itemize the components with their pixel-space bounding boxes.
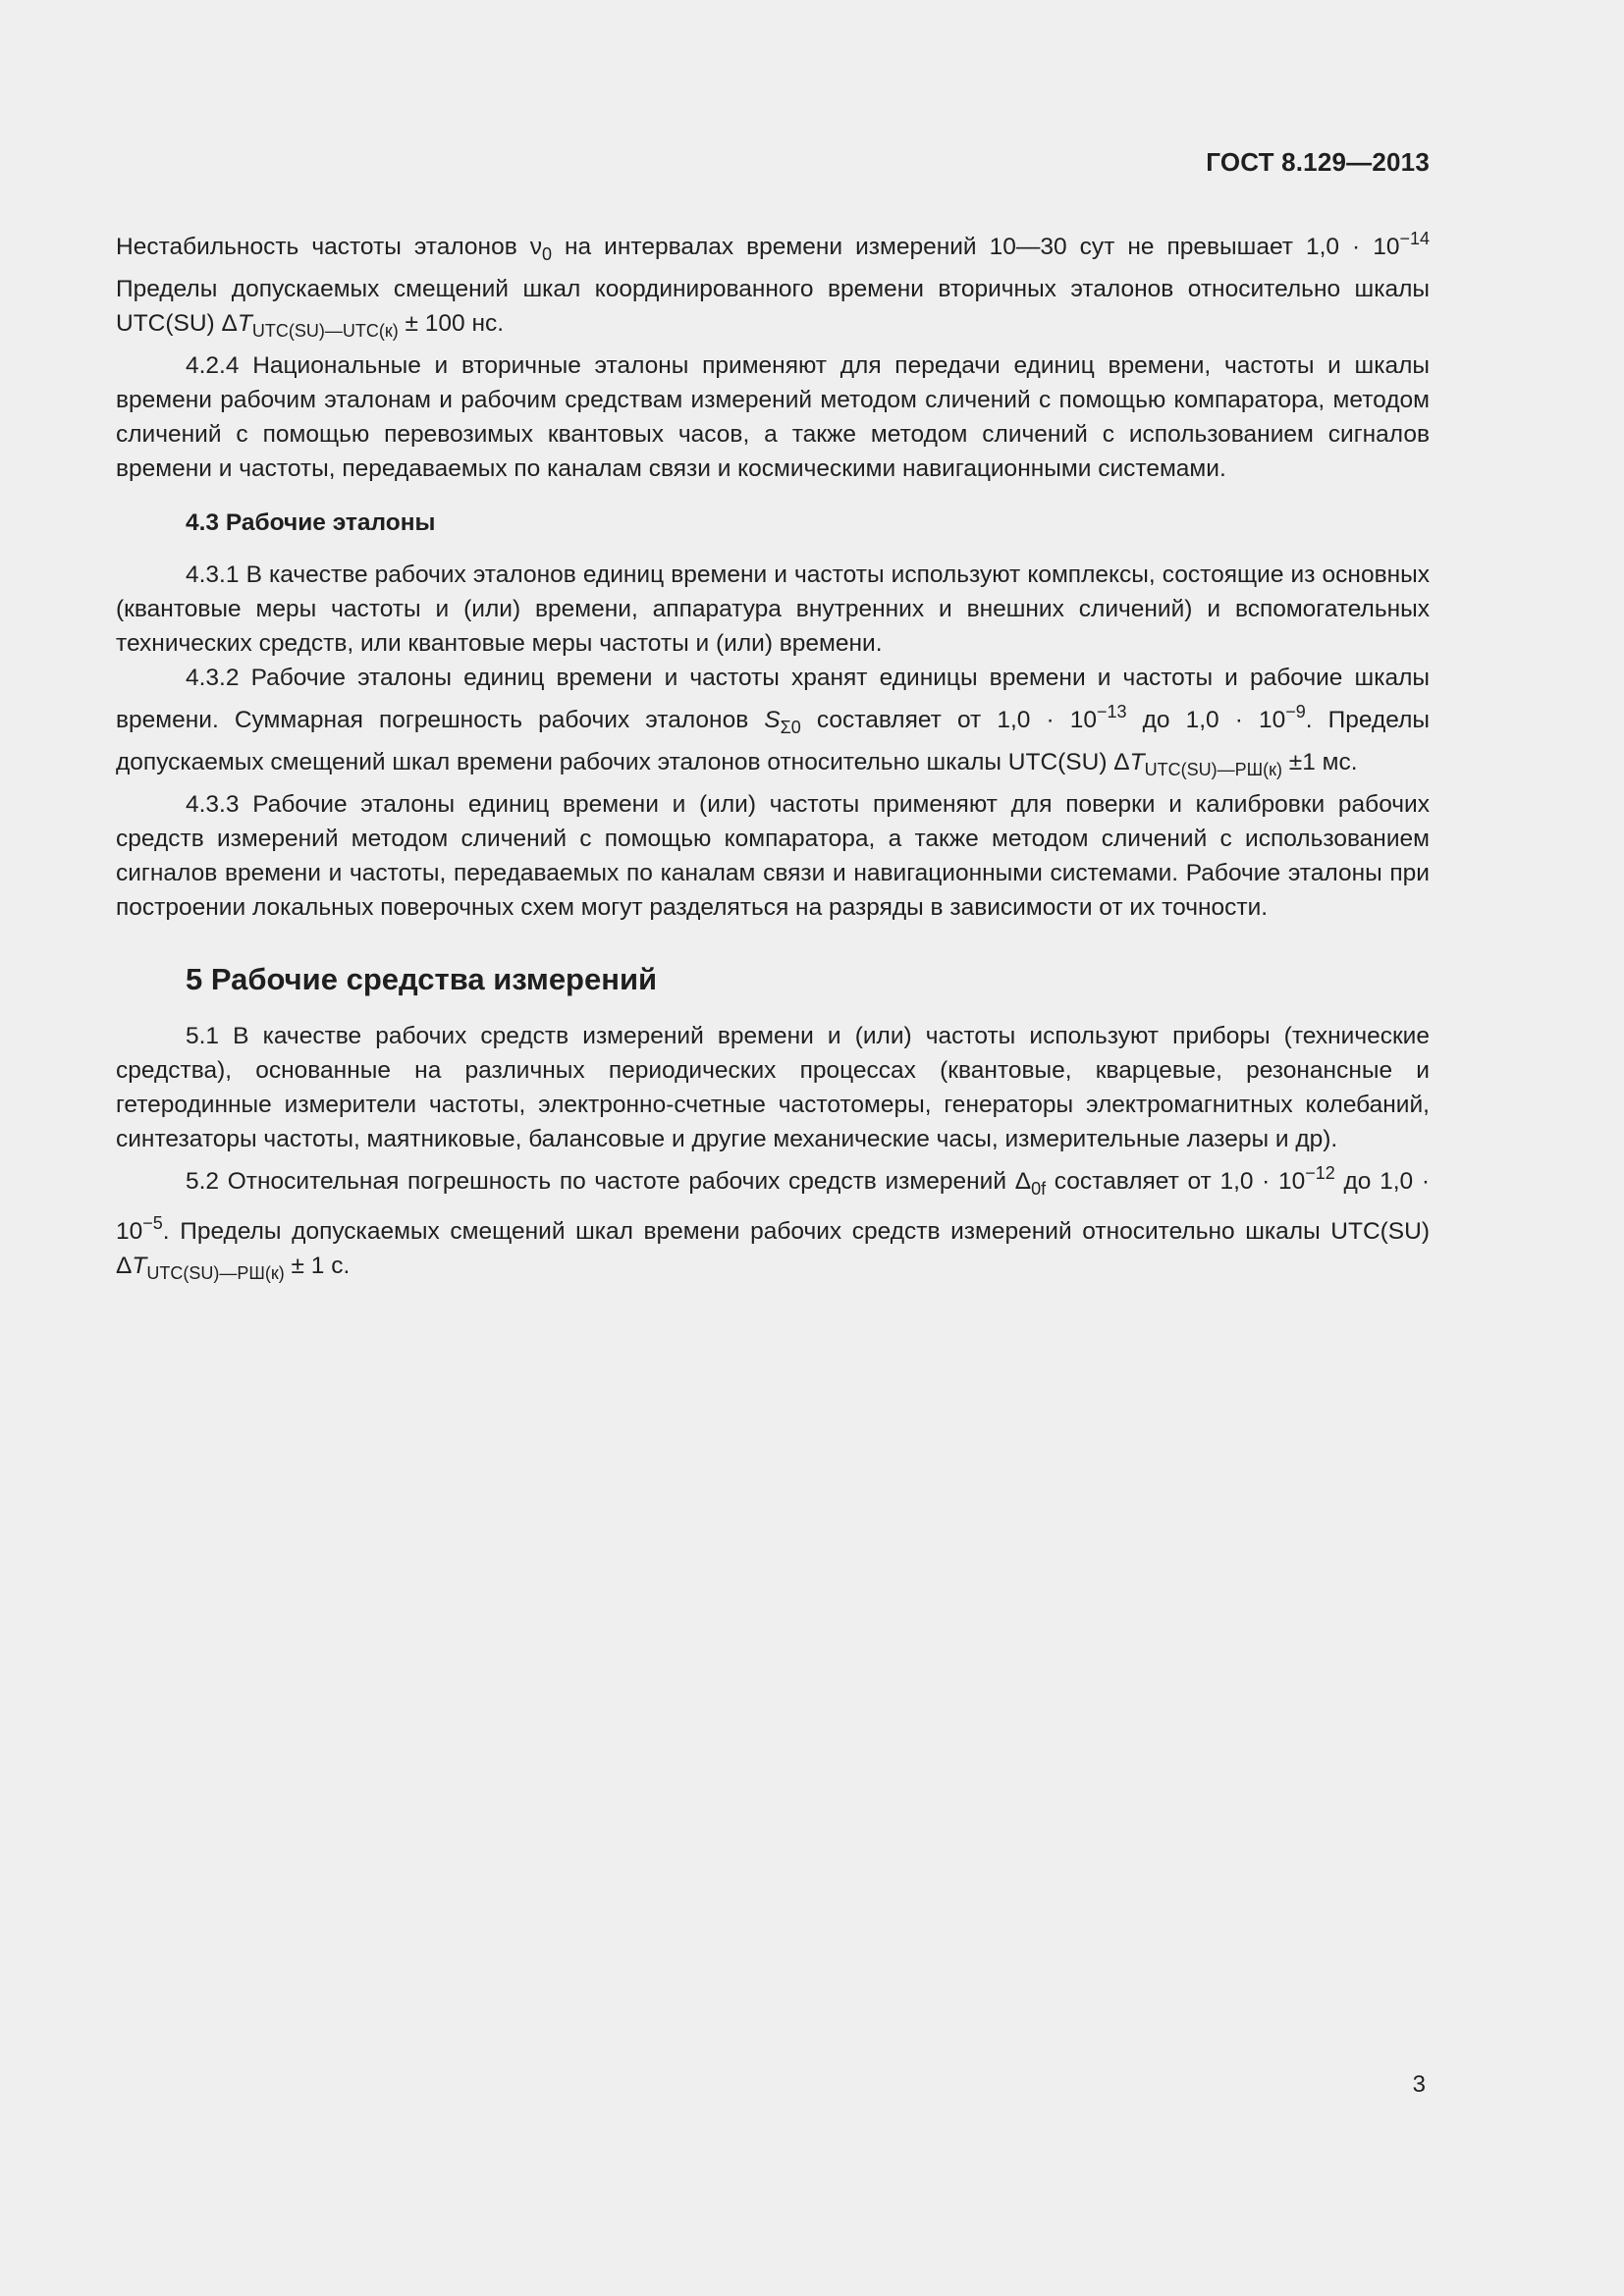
- superscript: −5: [142, 1213, 163, 1233]
- text-run: ± 1 с.: [284, 1253, 351, 1279]
- subscript: UTC(SU)—РШ(к): [146, 1263, 285, 1283]
- superscript: −14: [1399, 229, 1431, 248]
- superscript: −9: [1285, 702, 1306, 721]
- section-5-heading: 5 Рабочие средства измерений: [186, 962, 658, 996]
- page-number: 3: [1412, 2071, 1426, 2098]
- paragraph-4-2-4: 4.2.4 Национальные и вторичные эталоны применяют для передачи единиц времени, частоты и шкалы времени рабочим эталонам и рабочим средствам измерений методом сличений с помощью компаратора, методом сличений с помощью перевозимых квантовых часов, а также методом сличений с использованием сигналов времени и частоты, передаваемых по каналам связи и космическими навигационными системами.: [116, 352, 1430, 482]
- text-run: Нестабильность частоты эталонов: [116, 234, 530, 260]
- t-symbol: T: [1129, 749, 1145, 775]
- superscript: −13: [1096, 702, 1127, 721]
- paragraph-5-2: [116, 1156, 1430, 1291]
- text-run: до 1,0 · 10: [1126, 707, 1286, 733]
- text-run: до 1,0 · 10: [116, 1168, 1430, 1245]
- text-run: на интервалах времени измерений 10—30 сут не превышает 1,0 · 10: [552, 234, 1400, 260]
- paragraph-5-1: 5.1 В качестве рабочих средств измерений времени и (или) частоты используют приборы (технические средства), основанные на различных периодических процессах (квантовые, кварцевые, резонансные и гетеродинные измерители частоты, электронно-счетные частотомеры, генераторы электромагнитных колебаний, синтезаторы частоты, маятниковые, балансовые и другие механические часы, измерительные лазеры и др).: [116, 1023, 1430, 1152]
- subscript: UTC(SU)—РШ(к): [1144, 760, 1282, 779]
- text-run: ± 100 нс.: [398, 310, 505, 337]
- paragraph-stability: [116, 222, 1430, 348]
- nu-symbol: ν: [529, 234, 542, 260]
- s-symbol: S: [764, 707, 781, 733]
- superscript: −12: [1305, 1163, 1335, 1183]
- text-run: 5.2 Относительная погрешность по частоте рабочих средств измерений Δ: [186, 1168, 1032, 1195]
- subscript: Σ0: [780, 718, 801, 737]
- document-code: ГОСТ 8.129—2013: [1206, 147, 1430, 177]
- t-symbol: T: [237, 310, 252, 337]
- subscript: UTC(SU)—UTC(к): [251, 321, 399, 341]
- text-run: 4.3.2 Рабочие эталоны единиц времени и частоты хранят единицы времени и частоты и рабочие шкалы времени. Суммарная погрешность рабочих эталонов: [116, 665, 1430, 733]
- document-body: [116, 222, 1430, 1291]
- section-4-3-heading: 4.3 Рабочие эталоны: [186, 509, 436, 536]
- text-run: ±1 мс.: [1282, 749, 1358, 775]
- paragraph-4-3-2: [116, 661, 1430, 787]
- text-run: . Пределы допускаемых смещений шкал времени рабочих эталонов относительно шкалы UTC(SU) Δ: [116, 707, 1431, 775]
- text-run: Пределы допускаемых смещений шкал координированного времени вторичных эталонов относительно шкалы UTC(SU) Δ: [116, 276, 1430, 337]
- subscript: 0f: [1031, 1179, 1047, 1199]
- text-run: . Пределы допускаемых смещений шкал времени рабочих средств измерений относительно шкалы UTC(SU) Δ: [116, 1218, 1430, 1279]
- subscript: 0: [541, 244, 552, 264]
- text-run: составляет от 1,0 · 10: [800, 707, 1097, 733]
- paragraph-4-3-3: 4.3.3 Рабочие эталоны единиц времени и (или) частоты применяют для поверки и калибровки рабочих средств измерений методом сличений с помощью компаратора, а также методом сличений с использованием сигналов времени и частоты, передаваемых по каналам связи и навигационными системами. Рабочие эталоны при построении локальных поверочных схем могут разделяться на разряды в зависимости от их точности.: [116, 791, 1430, 921]
- t-symbol: T: [132, 1253, 147, 1279]
- text-run: составляет от 1,0 · 10: [1046, 1168, 1306, 1195]
- paragraph-4-3-1: 4.3.1 В качестве рабочих эталонов единиц времени и частоты используют комплексы, состоящие из основных (квантовые меры частоты и (или) времени, аппаратура внутренних и внешних сличений) и вспомогательных технических средств, или квантовые меры частоты и (или) времени.: [116, 561, 1430, 657]
